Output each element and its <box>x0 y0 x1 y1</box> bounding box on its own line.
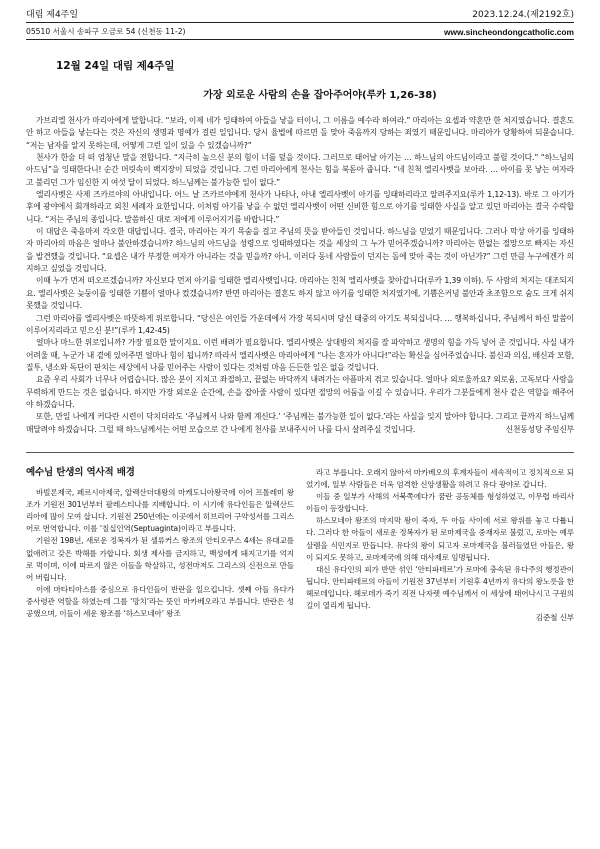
parish-website: www.sincheondongcatholic.com <box>444 27 574 37</box>
homily-paragraph: 또한, 만일 나에게 커다란 시련이 닥치더라도 ‘주님께서 나와 함께 계신다.’ ‘주님께는 불가능한 일이 없다.’라는 사실을 잊지 말아야 합니다. 그리고 끝까지 하느님께 매달려야 하겠습니다. 그럴 때 하느님께서는 어떤 모습으로 간 나에게 천사를 보내주시어 나를 다시 살려주실 것입니다. <box>26 412 574 434</box>
article-title: 가장 외로운 사람의 손을 잡아주어야(루카 1,26-38) <box>203 90 437 101</box>
section-divider <box>26 452 574 453</box>
history-paragraph: 바빌론제국, 페르시아제국, 알렉산더대왕의 마케도니아왕국에 이어 프톨레미 왕조가 기원전 301년부터 팔레스티나를 지배합니다. 이 시기에 유다인들은 알렉산드리아에 많이 모여 삽니다. 기원전 250년에는 이곳에서 히브리어 구약성서를 그리스어로 번역합니다. 이를 ‘칠십인역(Septuaginta)이라고 부릅니다. <box>26 488 294 534</box>
history-column-left <box>26 467 294 624</box>
homily-paragraph: 이 대답은 죽음마저 각오한 대답입니다. 결국, 마리아는 자기 목숨을 걸고 주님의 뜻을 받아들인 것입니다. 하느님을 믿었기 때문입니다. 그러나 막상 아기를 잉태하자 마리아의 마음은 얼마나 불안하겠습니까? 하느님의 아드님을 성령으로 잉태하였다는 것을 세상의 그 누가 믿어주겠습니까? 마리아는 한없는 절망으로 빠지는 자신을 발견했을 것입니다. “요셉은 내가 부정한 여자가 아니라는 것을 믿을까? 아니, 이러다 동네 사람들이 던지는 돌에 맞아 죽는 것이 아닌가?” 그런 만큼 누구에겐가 의지하고 싶었을 것입니다. <box>26 227 574 274</box>
section-title: 예수님 탄생의 역사적 배경 <box>26 466 135 478</box>
history-paragraph: 라고 부릅니다. 오래지 않아서 마카베오의 후계자들이 세속적이고 정치적으로 되었기에, 일부 사람들은 더욱 엄격한 신앙생활을 하려고 유다 광야로 갑니다. <box>306 467 574 490</box>
homily-paragraph: 천사가 한술 더 떠 엄청난 말을 전합니다. “지극히 높으신 분의 힘이 너를 덮을 것이다. 그러므로 태어날 아기는 … 하느님의 아드님이라고 불릴 것이다.” “하느님의 아드님”을 잉태한다니! 순간 머릿속이 백지장이 되었을 것입니다. 그런 마리아에게 천사는 힘을 북돋아 줍니다. “네 친척 엘리사벳을 보아라. … 아이를 못 낳는 여자라고 불리던 그가 임신한 지 여섯 달이 되었다. 하느님께는 불가능한 일이 없다.” <box>26 153 574 187</box>
history-paragraph: 하스모네아 왕조의 마지막 왕이 죽자, 두 아들 사이에 서로 왕위를 놓고 다툽니다. 그러다 한 아들이 새로운 정복자가 된 로마제국을 중재자로 불렀고, 로마는 예루살렘을 식민지로 만듭니다. 유다의 왕이 되고자 로마제국을 불러들였던 아들은, 왕이 되지도 못하고, 로마제국에 의해 대사제로 임명됩니다. <box>306 516 574 562</box>
header-bottom <box>26 25 574 37</box>
history-column-right <box>306 467 574 624</box>
homily-paragraph: 얼마나 마느한 위로입니까? 가장 필요한 말이지요. 이런 배려가 필요합니다. 엘리사벳은 상대방의 처지를 잘 파악하고 생명의 힘을 가득 넣어 준 것입니다. 사실 내가 어려울 때, 누군가 내 곁에 있어주면 얼마나 힘이 됩니까? 따라서 엘리사벳은 마리아에게 “나는 혼자가 아니다!”라는 확신을 심어주었습니다. 불신과 의심, 배신과 모함, 질투, 냉소와 독단이 판치는 세상에서 나를 믿어주는 사람이 있다는 것처럼 마음 든든한 일은 없을 것입니다. <box>26 338 574 372</box>
parish-address: 05510 서울시 송파구 오금로 54 (신천동 11-2) <box>26 27 186 36</box>
issue-date: 2023.12.24.(제2192호) <box>472 10 574 20</box>
history-author: 김준철 신부 <box>535 613 574 623</box>
liturgical-day: 대림 제4주일 <box>26 10 79 20</box>
homily-body <box>26 115 574 436</box>
history-section <box>26 467 574 624</box>
homily-paragraph: 이때 누가 먼저 떠오르겠습니까? 자신보다 먼저 아기를 잉태한 엘리사벳입니다. 마리아는 친척 엘리사벳을 찾아갑니다(루카 1,39 이하). 두 사람의 처지는 대조되지요. 엘리사벳은 늦둥이를 잉태한 기쁨이 얼마나 컸겠습니까? 반면 마리아는 결혼도 하지 않고 아기를 잉태한 처지였기에, 기쁨은커녕 불안과 초조함으로 숨도 크게 쉬지 못했을 것입니다. <box>26 276 574 311</box>
homily-signature: 신천동성당 주임신부 <box>505 424 574 434</box>
history-paragraph: 대신 유다인의 피가 반만 섞인 ‘안티파테르’가 로마에 충속된 유다주의 행정관이 됩니다. 안티파테르의 아들이 기원전 37년부터 기원후 4년까지 유다의 왕노릇을 한 헤로데입니다. 헤로데가 죽기 직전 나자렛 예수님께서 이 세상에 태어나시고 구원의 길이 열리게 됩니다. <box>306 564 574 610</box>
history-paragraph: 이에 마타티아스를 중심으로 유다인들이 반란을 일으킵니다. 셋째 아들 유다가 중사령관 역할을 하였는데 그를 ‘망치’라는 뜻인 마카베오라고 부릅니다. 반란은 성공했으며, 이들이 세운 왕조를 ‘하스모네아’ 왕조 <box>26 584 294 618</box>
header-rule-bottom <box>26 39 574 40</box>
homily-paragraph: 그런 마리아를 엘리사벳은 따뜻하게 위로합니다. “당신은 여인들 가운데에서 가장 복되시며 당신 태중의 아기도 복되십니다. … 행복하십니다, 주님께서 하신 말씀이 이루어지리라고 믿으신 분!”(루카 1,42-45) <box>26 313 574 335</box>
date-title: 12월 24일 대림 제4주일 <box>56 60 175 72</box>
history-paragraph: 기원전 198년, 새로운 정복자가 된 셀류커스 왕조의 안티오쿠스 4세는 유대교를 없애려고 갖은 박해를 가합니다. 회생 제사를 금지하고, 백성에게 돼지고기를 억지로 먹이며, 이에 따르지 않은 이들을 학살하고, 성전마저도 그리스의 신전으로 만들어 버립니다. <box>26 536 294 582</box>
homily-paragraph: 엘리사벳은 사제 즈카르야의 아내입니다. 어느 날 즈카르야에게 천사가 나타나, 아내 엘리사벳이 아기를 잉태하리라고 알려주지요(루카 1,12-13). 바로 그 아기가 후에 광야에서 회개하라고 외친 세례자 요한입니다. 이처럼 아기를 낳을 수 없던 엘리사벳이 어떤 신비한 힘으로 아기를 잉태한 사실을 알고 있던 마리아는 결국 수락합니다. “저는 주님의 종입니다. 말씀하신 대로 저에게 이루어지기를 바랍니다.” <box>26 190 574 224</box>
homily-paragraph: 요즘 우리 사회가 너무나 어렵습니다. 많은 분이 지치고 좌절하고, 끝없는 바닥까지 내려가는 아픔마저 겪고 있습니다. 얼마나 외로울까요? 외로움, 고독보다 사람을 무력하게 만드는 것은 없습니다. 하지만 가장 외로운 순간에, 손을 잡아줄 사람이 있다면 절망의 어둠을 이길 수 있습니다. 우리가 그분들에게 천사 같은 역할을 해주어야 하겠습니다. <box>26 375 574 409</box>
homily-paragraph: 가브리엘 천사가 마리아에게 말합니다. “보라, 이제 네가 잉태하여 아들을 낳을 터이니, 그 이름을 예수라 하여라.” 마리아는 요셉과 약혼만 한 처지였습니다. 결혼도 안 하고 아들을 낳는다는 것은 자신의 생명과 명예가 걸린 일입니다. 당시 율법에 따르면 돌 맞아 죽음까지 당하는 죄였기 때문입니다. 마리아가 당황하여 되묻습니다. “저는 남자를 알지 못하는데, 어떻게 그런 일이 있을 수 있겠습니까?” <box>26 116 574 150</box>
header-top <box>26 0 574 20</box>
header-rule <box>26 22 574 23</box>
history-paragraph: 이들 중 일부가 사해의 서북쪽에다가 꿈란 공동체를 형성하였고, 이무렵 바리사이들이 등장합니다. <box>306 492 574 514</box>
